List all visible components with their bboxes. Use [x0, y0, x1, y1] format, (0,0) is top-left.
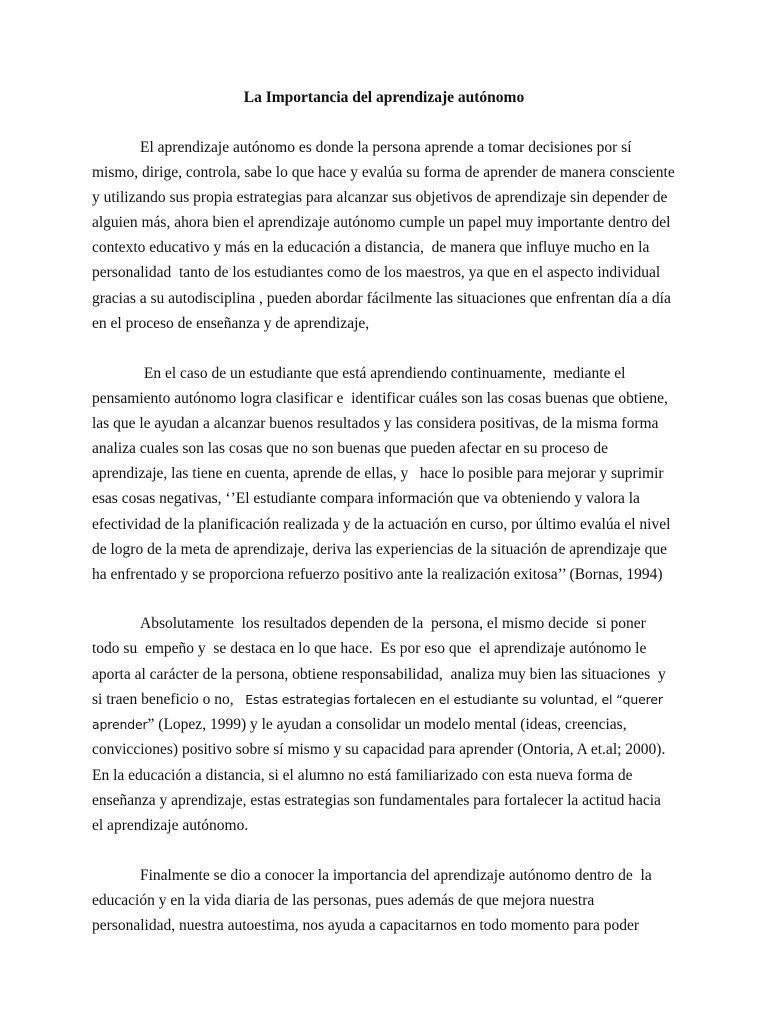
paragraph-1-line-8: en el proceso de enseñanza y de aprendizaje, — [92, 315, 370, 332]
quoted-strategy-text: Estas estrategias fortalecen en el estudiante su voluntad, el “querer — [245, 692, 663, 707]
paragraph-2-line-6: esas cosas negativas, ‘’El estudiante compara información que va obteniendo y valora la — [92, 490, 640, 507]
paragraph-3-line-1: Absolutamente los resultados dependen de la persona, el mismo decide si poner — [140, 615, 646, 632]
paragraph-2-line-5: aprendizaje, las tiene en cuenta, aprende de ellas, y hace lo posible para mejorar y suprimir — [92, 465, 664, 482]
paragraph-3-line-2: todo su empeño y se destaca en lo que hace. Es por eso que el aprendizaje autónomo le — [92, 640, 647, 657]
paragraph-3-line-7: En la educación a distancia, si el alumno no está familiarizado con esta nueva forma de — [92, 767, 633, 784]
paragraph-3-line-4 — [92, 690, 663, 710]
paragraph-1-line-1: El aprendizaje autónomo es donde la persona aprende a tomar decisiones por sí — [140, 139, 632, 156]
paragraph-4-line-3: personalidad, nuestra autoestima, nos ayuda a capacitarnos en todo momento para poder — [92, 917, 640, 934]
paragraph-1-line-3: y utilizando sus propia estrategias para alcanzar sus objetivos de aprendizaje sin depender de — [92, 189, 668, 206]
paragraph-2-line-7: efectividad de la planificación realizada y de la actuación en curso, por último evalúa el nivel — [92, 516, 671, 533]
paragraph-2-line-8: de logro de la meta de aprendizaje, deriva las experiencias de la situación de aprendizaje que — [92, 541, 667, 558]
paragraph-1-line-2: mismo, dirige, controla, sabe lo que hace y evalúa su forma de aprender de manera consciente — [92, 164, 675, 181]
paragraph-2-line-4: analiza cuales son las cosas que no son buenas que pueden afectar en su proceso de — [92, 440, 609, 457]
paragraph-2-line-2: pensamiento autónomo logra clasificar e identificar cuáles son las cosas buenas que obtiene, — [92, 390, 668, 407]
paragraph-2-line-1: En el caso de un estudiante que está aprendiendo continuamente, mediante el — [140, 365, 626, 382]
document-title: La Importancia del aprendizaje autónomo — [243, 89, 525, 106]
paragraph-4-line-2: educación y en la vida diaria de las personas, pues además de que mejora nuestra — [92, 892, 595, 909]
paragraph-3-line-6: convicciones) positivo sobre sí mismo y su capacidad para aprender (Ontoria, A et.al; 2000). — [92, 741, 666, 758]
paragraph-3-line-5-text: ” (Lopez, 1999) y le ayudan a consolidar un modelo mental (ideas, creencias, — [147, 716, 627, 733]
paragraph-3-line-3: aporta al carácter de la persona, obtiene responsabilidad, analiza muy bien las situaciones y — [92, 666, 666, 683]
paragraph-3-line-5 — [92, 715, 627, 735]
paragraph-1-line-5: contexto educativo y más en la educación a distancia, de manera que influye mucho en la — [92, 239, 650, 256]
paragraph-2-line-3: las que le ayudan a alcanzar buenos resultados y las considera positivas, de la misma forma — [92, 415, 659, 432]
paragraph-3-line-9: el aprendizaje autónomo. — [92, 817, 249, 834]
paragraph-4-line-1: Finalmente se dio a conocer la importancia del aprendizaje autónomo dentro de la — [140, 867, 652, 884]
paragraph-2-line-9: ha enfrentado y se proporciona refuerzo positivo ante la realización exitosa’’ (Bornas, 1994) — [92, 566, 663, 583]
quoted-aprender-text: aprender — [92, 717, 148, 732]
paragraph-1-line-6: personalidad tanto de los estudiantes como de los maestros, ya que en el aspecto individual — [92, 264, 661, 281]
paragraph-3-line-4-text: si traen beneficio o no, — [92, 691, 246, 708]
paragraph-3-line-8: enseñanza y aprendizaje, estas estrategias son fundamentales para fortalecer la actitud hacia — [92, 792, 661, 809]
paragraph-1-line-7: gracias a su autodisciplina , pueden abordar fácilmente las situaciones que enfrentan día a día — [92, 290, 671, 307]
paragraph-1-line-4: alguien más, ahora bien el aprendizaje autónomo cumple un papel muy importante dentro del — [92, 214, 671, 231]
